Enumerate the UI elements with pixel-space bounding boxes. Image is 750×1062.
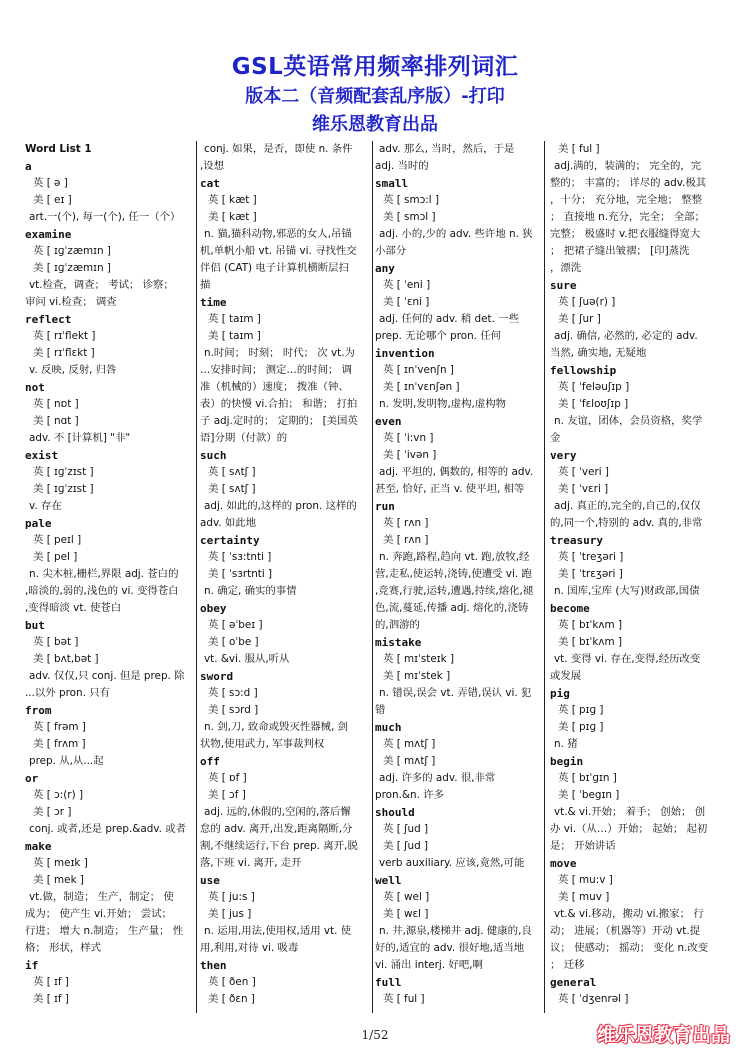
- phonetic: 英 [ rʌn ]: [383, 517, 429, 529]
- definition-continued: 语]分期（付款）的: [200, 432, 288, 444]
- headword: very: [550, 449, 577, 462]
- headword: general: [550, 976, 597, 989]
- definition: n. 奔跑,路程,趋向 vt. 跑,放牧,经: [379, 551, 530, 563]
- definition-continued: 行进； 增大 n.制造； 生产量； 性: [25, 925, 184, 937]
- definition-continued: prep. 无论哪个 pron. 任何: [375, 330, 502, 342]
- definition: prep. 从,从...起: [29, 755, 104, 767]
- definition-continued: 好的,适宜的 adv. 很好地,适当地: [375, 942, 525, 954]
- phonetic: 美 [ bɪˈkʌm ]: [558, 636, 623, 648]
- headword: even: [375, 415, 402, 428]
- definition: vt. &vi. 服从,听从: [204, 653, 290, 665]
- phonetic: 美 [ sɔrd ]: [208, 704, 259, 716]
- phonetic: 美 [ ɪnˈvɛnʃən ]: [383, 381, 460, 393]
- phonetic: 美 [ jus ]: [208, 908, 252, 920]
- definition-continued: ,暗淡的,弱的,浅色的 vi. 变得苍白: [25, 585, 179, 597]
- definition: n. 井,源泉,楼梯井 adj. 健康的,良: [379, 925, 532, 937]
- headword: should: [375, 806, 415, 819]
- phonetic: 美 [ wɛl ]: [383, 908, 429, 920]
- phonetic: 英 [ taɪm ]: [208, 313, 261, 325]
- phonetic: 英 [ ˈdʒenrəl ]: [558, 993, 629, 1005]
- definition: adj. 小的,少的 adv. 些许地 n. 狭: [379, 228, 533, 240]
- phonetic: 美 [ ˈsɜrtnti ]: [208, 568, 273, 580]
- definition-continued: ,设想: [200, 160, 225, 172]
- headword: examine: [25, 228, 72, 241]
- definition-continued: 错: [375, 704, 386, 716]
- definition-continued: 当然, 确实地, 无疑地: [550, 347, 647, 359]
- definition-continued: adj. 当时的: [375, 160, 429, 172]
- definition: adj. 远的,休假的,空闲的,落后懈: [204, 806, 351, 818]
- definition-continued: vi. 涌出 interj. 好吧,啊: [375, 959, 483, 971]
- phonetic: 美 [ ɪɡˈzæmɪn ]: [33, 262, 111, 274]
- phonetic: 英 [ əˈbeɪ ]: [208, 619, 263, 631]
- definition: adv. 不 [计算机] "非": [29, 432, 131, 444]
- definition: adj. 平坦的, 偶数的, 相等的 adv.: [379, 466, 534, 478]
- phonetic: 英 [ mɪˈsteɪk ]: [383, 653, 455, 665]
- definition: vt.& vi.移动，搬动 vi.搬家； 行: [554, 908, 704, 920]
- phonetic: 英 [ ˈeni ]: [383, 279, 431, 291]
- phonetic: 英 [ peɪl ]: [33, 534, 82, 546]
- headword: reflect: [25, 313, 72, 326]
- phonetic: 美 [ ʃud ]: [383, 840, 429, 852]
- definition: n. 运用,用法,使用权,适用 vt. 使: [204, 925, 352, 937]
- headword: invention: [375, 347, 435, 360]
- phonetic: 美 [ bʌt,bət ]: [33, 653, 99, 665]
- phonetic: 英 [ wel ]: [383, 891, 430, 903]
- phonetic: 美 [ pɪɡ ]: [558, 721, 604, 733]
- headword: exist: [25, 449, 59, 462]
- column-divider: [196, 141, 197, 1013]
- phonetic: 英 [ sɔ:d ]: [208, 687, 258, 699]
- phonetic: 英 [ ʃuə(r) ]: [558, 296, 616, 308]
- definition-continued: 描: [200, 279, 211, 291]
- headword: use: [200, 874, 220, 887]
- definition: n. 国库,宝库 (大写)财政部,国债: [554, 585, 700, 597]
- definition-continued: 机,单帆小船 vt. 吊锚 vi. 寻找性交: [200, 245, 357, 257]
- headword: then: [200, 959, 227, 972]
- definition: v. 反映, 反射, 归咎: [29, 364, 117, 376]
- phonetic: 英 [ pɪɡ ]: [558, 704, 604, 716]
- document-subtitle: 版本二（音频配套乱序版）-打印: [245, 86, 505, 107]
- definition-continued: 甚至, 恰好, 正当 v. 使平坦, 相等: [375, 483, 525, 495]
- phonetic: 美 [ ɔf ]: [208, 789, 246, 801]
- phonetic: 美 [ frʌm ]: [33, 738, 86, 750]
- definition-continued: 动； 进展；（机器等）开动 vt.提: [550, 925, 701, 937]
- definition-continued: adv. 如此地: [200, 517, 257, 529]
- headword: from: [25, 704, 52, 717]
- definition-continued: ； 把裙子缝出皱褶； [印]蒸洗: [550, 245, 690, 257]
- phonetic: 英 [ bɪˈkʌm ]: [558, 619, 623, 631]
- definition-continued: ，十分； 充分地，完全地； 整整: [550, 194, 703, 206]
- definition-continued: ...以外 pron. 只有: [25, 687, 110, 699]
- definition: n. 确定, 确实的事情: [204, 585, 297, 597]
- definition: v. 存在: [29, 500, 62, 512]
- phonetic: 美 [ ˈfɛloʊʃɪp ]: [558, 398, 629, 410]
- headword: if: [25, 959, 39, 972]
- definition: conj. 或者,还是 prep.&adv. 或者: [29, 823, 187, 835]
- phonetic: 美 [ pel ]: [33, 551, 78, 563]
- definition-continued: ，漂洗: [550, 262, 582, 274]
- definition-continued: 用,利用,对待 vi. 吸毒: [200, 942, 299, 954]
- phonetic: 英 [ ɒf ]: [208, 772, 247, 784]
- definition: art.一(个), 每一(个), 任一（个）: [29, 211, 181, 223]
- phonetic: 英 [ mʌtʃ ]: [383, 738, 436, 750]
- phonetic: 英 [ ful ]: [383, 993, 425, 1005]
- definition: n. 猫,猫科动物,邪恶的女人,吊锚: [204, 228, 352, 240]
- phonetic: 英 [ bɪˈɡɪn ]: [558, 772, 617, 784]
- definition-continued: …安排时间； 测定…的时间； 调: [200, 364, 353, 376]
- phonetic: 英 [ rɪˈflekt ]: [33, 330, 96, 342]
- phonetic: 美 [ ˈbegɪn ]: [558, 789, 620, 801]
- definition-continued: ； 迁移: [550, 959, 585, 971]
- publisher-watermark: 维乐恩教育出品: [596, 1024, 730, 1046]
- phonetic: 英 [ ɔ:(r) ]: [33, 789, 83, 801]
- definition: n.时间； 时刻； 时代； 次 vt.为: [204, 347, 355, 359]
- phonetic: 美 [ mʌtʃ ]: [383, 755, 436, 767]
- definition: adv. 那么, 当时，然后，于是: [379, 143, 515, 155]
- phonetic: 美 [ ɪf ]: [33, 993, 69, 1005]
- phonetic: 英 [ ˈveri ]: [558, 466, 609, 478]
- phonetic: 美 [ oˈbe ]: [208, 636, 259, 648]
- headword: pig: [550, 687, 570, 700]
- definition: n. 剑,刀, 致命或毁灭性器械, 剑: [204, 721, 349, 733]
- word-column-4: [550, 141, 722, 1013]
- headword: treasury: [550, 534, 603, 547]
- definition: vt.& vi.开始； 着手； 创始； 创: [554, 806, 706, 818]
- definition: vt. 变得 vi. 存在,变得,经历改变: [554, 653, 701, 665]
- phonetic: 美 [ ˈvɛri ]: [558, 483, 609, 495]
- phonetic: 美 [ muv ]: [558, 891, 610, 903]
- headword: or: [25, 772, 39, 785]
- phonetic: 英 [ ˈtreʒəri ]: [558, 551, 624, 563]
- headword: mistake: [375, 636, 422, 649]
- definition-continued: 审问 vi.检查； 调查: [25, 296, 117, 308]
- phonetic: 美 [ rɪˈflɛkt ]: [33, 347, 95, 359]
- headword: cat: [200, 177, 220, 190]
- phonetic: 英 [ ə ]: [33, 177, 68, 189]
- headword: certainty: [200, 534, 260, 547]
- phonetic: 英 [ frəm ]: [33, 721, 86, 733]
- headword: full: [375, 976, 402, 989]
- phonetic: 英 [ sʌtʃ ]: [208, 466, 256, 478]
- definition-continued: 或发展: [550, 670, 582, 682]
- headword: move: [550, 857, 577, 870]
- phonetic: 英 [ ɪf ]: [33, 976, 69, 988]
- phonetic: 美 [ ful ]: [558, 143, 600, 155]
- definition-continued: 子 adj.定时的； 定期的； [美国英: [200, 415, 358, 427]
- phonetic: 美 [ sʌtʃ ]: [208, 483, 256, 495]
- definition: adj. 许多的 adv. 很,非常: [379, 772, 496, 784]
- phonetic: 美 [ mɪˈstek ]: [383, 670, 451, 682]
- word-column-1: [25, 141, 195, 1013]
- headword: but: [25, 619, 45, 632]
- phonetic: 英 [ ˈsɜ:tnti ]: [208, 551, 272, 563]
- phonetic: 英 [ nɒt ]: [33, 398, 79, 410]
- definition-continued: 整的； 丰富的； 详尽的 adv.极其: [550, 177, 707, 189]
- headword: run: [375, 500, 395, 513]
- phonetic: 美 [ mek ]: [33, 874, 84, 886]
- phonetic: 英 [ ɪɡˈzɪst ]: [33, 466, 94, 478]
- definition-continued: 落,下班 vi. 离开, 走开: [200, 857, 302, 869]
- definition-continued: 状物,使用武力, 军事裁判权: [200, 738, 325, 750]
- headword: not: [25, 381, 45, 394]
- definition-continued: ,变得暗淡 vt. 使苍白: [25, 602, 122, 614]
- definition: conj. 如果，是否，即使 n. 条件: [204, 143, 353, 155]
- headword: a: [25, 160, 32, 173]
- phonetic: 英 [ mu:v ]: [558, 874, 613, 886]
- definition: n. 猪: [554, 738, 578, 750]
- phonetic: 美 [ ɪɡˈzɪst ]: [33, 483, 94, 495]
- phonetic: 英 [ bət ]: [33, 636, 79, 648]
- word-list-heading: Word List 1: [25, 143, 92, 155]
- phonetic: 英 [ kæt ]: [208, 194, 257, 206]
- definition-continued: 办 vi.（从…）开始； 起始； 起初: [550, 823, 708, 835]
- phonetic: 美 [ taɪm ]: [208, 330, 261, 342]
- definition-continued: 小部分: [375, 245, 407, 257]
- definition: verb auxiliary. 应该,竟然,可能: [379, 857, 525, 869]
- publisher-name: 维乐恩教育出品: [312, 114, 438, 135]
- headword: become: [550, 602, 590, 615]
- phonetic: 英 [ ˈfeləuʃɪp ]: [558, 381, 630, 393]
- definition-continued: 表）的快慢 vi.合拍； 和谐； 打拍: [200, 398, 358, 410]
- headword: time: [200, 296, 227, 309]
- phonetic: 美 [ ʃur ]: [558, 313, 601, 325]
- headword: small: [375, 177, 409, 190]
- definition: n. 发明,发明物,虚构,虚构物: [379, 398, 507, 410]
- definition-continued: 营,走私,使运转,浇铸,使遭受 vi. 跑: [375, 568, 532, 580]
- definition-continued: 色,流,蔓延,传播 adj. 熔化的,浇铸: [375, 602, 529, 614]
- headword: such: [200, 449, 227, 462]
- definition: vt.检查，调查； 考试； 诊察；: [29, 279, 174, 291]
- phonetic: 英 [ ðen ]: [208, 976, 256, 988]
- headword: off: [200, 755, 220, 768]
- definition: n. 错误,误会 vt. 弄错,误认 vi. 犯: [379, 687, 532, 699]
- definition: vt.做，制造； 生产，制定； 使: [29, 891, 174, 903]
- definition-continued: 金: [550, 432, 561, 444]
- phonetic: 美 [ smɔl ]: [383, 211, 436, 223]
- phonetic: 美 [ kæt ]: [208, 211, 257, 223]
- definition: n. 尖木桩,栅栏,界限 adj. 苍白的: [29, 568, 179, 580]
- word-column-2: [200, 141, 370, 1013]
- definition: n. 友谊，团体，会员资格，奖学: [554, 415, 703, 427]
- definition-continued: 的,同一个,特别的 adv. 真的,非常: [550, 517, 703, 529]
- headword: sword: [200, 670, 234, 683]
- definition-continued: 的,泗游的: [375, 619, 420, 631]
- column-divider: [372, 141, 373, 1013]
- headword: obey: [200, 602, 227, 615]
- headword: fellowship: [550, 364, 617, 377]
- column-divider: [544, 141, 545, 1013]
- word-column-3: [375, 141, 541, 1013]
- phonetic: 美 [ rʌn ]: [383, 534, 429, 546]
- definition: adj.满的，装满的； 完全的，完: [554, 160, 702, 172]
- definition-continued: ； 直接地 n.充分，完全； 全部；: [550, 211, 705, 223]
- headword: any: [375, 262, 395, 275]
- definition: adv. 仅仅,只 conj. 但是 prep. 除: [29, 670, 185, 682]
- headword: begin: [550, 755, 584, 768]
- phonetic: 英 [ meɪk ]: [33, 857, 88, 869]
- definition-continued: 准（机械的）速度； 拨准（钟、: [200, 381, 349, 393]
- phonetic: 美 [ ˈtrɛʒəri ]: [558, 568, 623, 580]
- document-title: GSL英语常用频率排列词汇: [231, 54, 519, 80]
- headword: much: [375, 721, 402, 734]
- definition-continued: 伴侣 (CAT) 电子计算机横断层扫: [200, 262, 349, 274]
- page-number: 1/52: [361, 1028, 389, 1042]
- definition-continued: 是； 开始讲话: [550, 840, 616, 852]
- definition: adj. 真正的,完全的,自己的,仅仅: [554, 500, 701, 512]
- phonetic: 英 [ ɪɡˈzæmɪn ]: [33, 245, 111, 257]
- phonetic: 美 [ ˈɛni ]: [383, 296, 430, 308]
- definition-continued: 怠的 adv. 离开,出发,距离隔断,分: [200, 823, 353, 835]
- definition: adj. 任何的 adv. 稍 det. 一些: [379, 313, 519, 325]
- definition-continued: 格； 形状，样式: [25, 942, 102, 954]
- definition: adj. 如此的,这样的 pron. 这样的: [204, 500, 357, 512]
- phonetic: 美 [ ˈivən ]: [383, 449, 437, 461]
- phonetic: 美 [ ðɛn ]: [208, 993, 255, 1005]
- phonetic: 英 [ ɪnˈvenʃn ]: [383, 364, 454, 376]
- definition-continued: 成为； 使产生 vi.开始； 尝试；: [25, 908, 172, 920]
- definition: adj. 确信, 必然的, 必定的 adv.: [554, 330, 698, 342]
- definition-continued: pron.&n. 许多: [375, 789, 444, 801]
- phonetic: 英 [ smɔ:l ]: [383, 194, 440, 206]
- phonetic: 英 [ ju:s ]: [208, 891, 255, 903]
- definition-continued: ,竞赛,行驶,运转,遭遇,持续,熔化,褪: [375, 585, 534, 597]
- phonetic: 美 [ ɔr ]: [33, 806, 72, 818]
- headword: sure: [550, 279, 577, 292]
- headword: pale: [25, 517, 52, 530]
- phonetic: 美 [ nɑt ]: [33, 415, 79, 427]
- definition-continued: 完整； 极盛时 v.把衣服缝得宽大: [550, 228, 701, 240]
- definition-continued: 议； 使感动； 摇动； 变化 n.改变: [550, 942, 709, 954]
- phonetic: 美 [ eɪ ]: [33, 194, 72, 206]
- phonetic: 英 [ ʃud ]: [383, 823, 429, 835]
- headword: well: [375, 874, 402, 887]
- headword: make: [25, 840, 52, 853]
- phonetic: 英 [ ˈi:vn ]: [383, 432, 434, 444]
- definition-continued: 割,不继续运行,下台 prep. 离开,脱: [200, 840, 358, 852]
